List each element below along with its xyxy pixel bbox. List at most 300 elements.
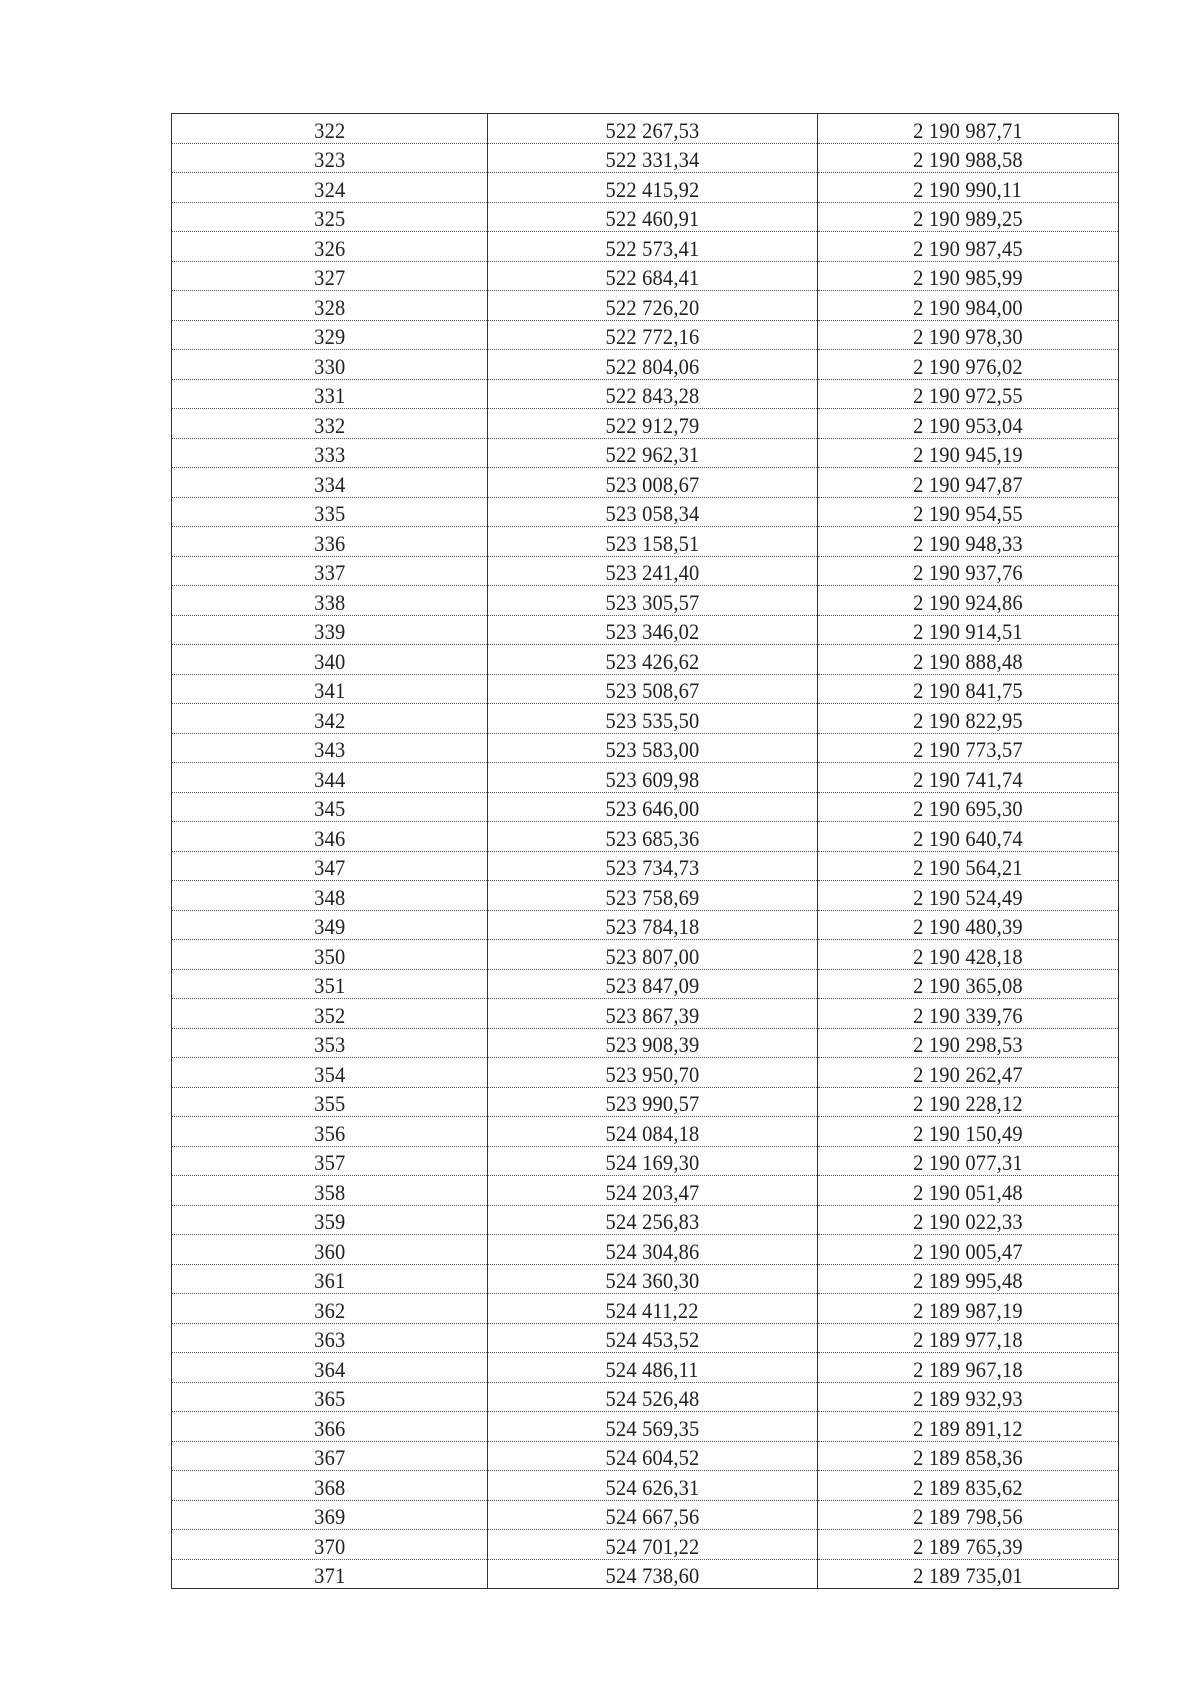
x-coordinate-cell: [488, 645, 818, 675]
table-row: [172, 232, 1119, 262]
x-coordinate-cell: [488, 1441, 818, 1471]
point-number-cell: [172, 1058, 488, 1088]
y-coordinate-cell: [818, 1441, 1119, 1471]
y-coordinate-cell: [818, 586, 1119, 616]
table-row: [172, 202, 1119, 232]
cell-text: 325: [313, 206, 346, 231]
cell-text: 367: [313, 1445, 346, 1470]
y-coordinate-cell: [818, 969, 1119, 999]
y-coordinate-cell: [818, 792, 1119, 822]
point-number-cell: [172, 792, 488, 822]
coordinates-table-body: [172, 114, 1119, 1589]
table-row: [172, 1412, 1119, 1442]
point-number-cell: [172, 969, 488, 999]
x-coordinate-cell: [488, 910, 818, 940]
point-number-cell: [172, 232, 488, 262]
cell-text: 353: [313, 1032, 346, 1057]
cell-text: 347: [313, 855, 346, 880]
x-coordinate-cell: [488, 527, 818, 557]
cell-text: 2 190 972,55: [913, 383, 1023, 408]
table-row: [172, 261, 1119, 291]
cell-text: 2 190 914,51: [913, 619, 1023, 644]
x-coordinate-cell: [488, 1117, 818, 1147]
cell-text: 524 667,56: [605, 1504, 700, 1529]
point-number-cell: [172, 379, 488, 409]
y-coordinate-cell: [818, 1323, 1119, 1353]
point-number-cell: [172, 733, 488, 763]
y-coordinate-cell: [818, 261, 1119, 291]
cell-text: 524 304,86: [605, 1238, 700, 1264]
cell-text: 349: [313, 914, 346, 939]
cell-text: 2 189 967,18: [913, 1356, 1023, 1382]
cell-text: 522 726,20: [605, 294, 700, 320]
cell-text: 348: [313, 884, 346, 910]
point-number-cell: [172, 556, 488, 586]
cell-text: 333: [313, 442, 346, 467]
cell-text: 2 189 798,56: [913, 1504, 1023, 1529]
table-row: [172, 497, 1119, 527]
point-number-cell: [172, 763, 488, 793]
point-number-cell: [172, 1294, 488, 1324]
y-coordinate-cell: [818, 497, 1119, 527]
cell-text: 524 569,35: [605, 1415, 700, 1441]
table-row: [172, 615, 1119, 645]
cell-text: 2 189 995,48: [913, 1268, 1023, 1293]
x-coordinate-cell: [488, 733, 818, 763]
cell-text: 365: [313, 1386, 346, 1411]
table-row: [172, 733, 1119, 763]
y-coordinate-cell: [818, 232, 1119, 262]
cell-text: 366: [313, 1415, 346, 1441]
x-coordinate-cell: [488, 261, 818, 291]
cell-text: 345: [313, 796, 346, 821]
y-coordinate-cell: [818, 910, 1119, 940]
cell-text: 371: [313, 1563, 346, 1588]
point-number-cell: [172, 1264, 488, 1294]
cell-text: 523 535,50: [605, 707, 700, 733]
cell-text: 523 508,67: [605, 678, 700, 703]
cell-text: 2 190 564,21: [913, 855, 1023, 880]
y-coordinate-cell: [818, 556, 1119, 586]
cell-text: 522 772,16: [605, 324, 700, 349]
y-coordinate-cell: [818, 1205, 1119, 1235]
table-row: [172, 409, 1119, 439]
y-coordinate-cell: [818, 1559, 1119, 1589]
cell-text: 334: [313, 471, 346, 497]
cell-text: 522 415,92: [605, 176, 700, 202]
point-number-cell: [172, 291, 488, 321]
point-number-cell: [172, 527, 488, 557]
cell-text: 2 190 984,00: [913, 294, 1023, 320]
cell-text: 2 190 945,19: [913, 442, 1023, 467]
cell-text: 523 646,00: [605, 796, 700, 821]
point-number-cell: [172, 1028, 488, 1058]
x-coordinate-cell: [488, 1471, 818, 1501]
y-coordinate-cell: [818, 1058, 1119, 1088]
x-coordinate-cell: [488, 940, 818, 970]
y-coordinate-cell: [818, 1353, 1119, 1383]
table-row: [172, 1471, 1119, 1501]
cell-text: 522 267,53: [605, 117, 700, 143]
cell-text: 523 583,00: [605, 737, 700, 762]
table-row: [172, 645, 1119, 675]
cell-text: 523 609,98: [605, 766, 700, 792]
x-coordinate-cell: [488, 704, 818, 734]
cell-text: 346: [313, 825, 346, 851]
cell-text: 523 305,57: [605, 589, 700, 615]
x-coordinate-cell: [488, 291, 818, 321]
y-coordinate-cell: [818, 940, 1119, 970]
y-coordinate-cell: [818, 822, 1119, 852]
y-coordinate-cell: [818, 527, 1119, 557]
cell-text: 330: [313, 353, 346, 379]
cell-text: 2 189 977,18: [913, 1327, 1023, 1352]
y-coordinate-cell: [818, 409, 1119, 439]
cell-text: 356: [313, 1120, 346, 1146]
cell-text: 523 847,09: [605, 973, 700, 998]
cell-text: 522 912,79: [605, 412, 700, 438]
cell-text: 360: [313, 1238, 346, 1264]
y-coordinate-cell: [818, 468, 1119, 498]
cell-text: 324: [313, 176, 346, 202]
table-row: [172, 851, 1119, 881]
x-coordinate-cell: [488, 1500, 818, 1530]
y-coordinate-cell: [818, 1412, 1119, 1442]
cell-text: 523 758,69: [605, 884, 700, 910]
y-coordinate-cell: [818, 704, 1119, 734]
coordinates-table: [171, 113, 1119, 1589]
table-row: [172, 969, 1119, 999]
x-coordinate-cell: [488, 999, 818, 1029]
cell-text: 2 190 339,76: [913, 1002, 1023, 1028]
point-number-cell: [172, 1412, 488, 1442]
cell-text: 2 190 822,95: [913, 707, 1023, 733]
point-number-cell: [172, 910, 488, 940]
table-row: [172, 468, 1119, 498]
cell-text: 339: [313, 619, 346, 644]
table-row: [172, 1294, 1119, 1324]
cell-text: 2 190 640,74: [913, 825, 1023, 851]
cell-text: 2 190 022,33: [913, 1209, 1023, 1234]
cell-text: 352: [313, 1002, 346, 1028]
cell-text: 524 486,11: [605, 1356, 700, 1382]
table-row: [172, 1530, 1119, 1560]
x-coordinate-cell: [488, 1264, 818, 1294]
cell-text: 524 203,47: [605, 1179, 700, 1205]
table-row: [172, 1205, 1119, 1235]
x-coordinate-cell: [488, 1146, 818, 1176]
x-coordinate-cell: [488, 1235, 818, 1265]
table-row: [172, 1441, 1119, 1471]
table-row: [172, 792, 1119, 822]
cell-text: 2 189 765,39: [913, 1533, 1023, 1559]
table-row: [172, 527, 1119, 557]
cell-text: 2 190 987,45: [913, 235, 1023, 261]
point-number-cell: [172, 202, 488, 232]
table-row: [172, 1559, 1119, 1589]
cell-text: 524 626,31: [605, 1474, 700, 1500]
point-number-cell: [172, 1382, 488, 1412]
point-number-cell: [172, 1500, 488, 1530]
cell-text: 2 190 077,31: [913, 1150, 1023, 1175]
table-row: [172, 586, 1119, 616]
cell-text: 523 008,67: [605, 471, 700, 497]
cell-text: 524 738,60: [605, 1563, 700, 1588]
cell-text: 362: [313, 1297, 346, 1323]
y-coordinate-cell: [818, 1530, 1119, 1560]
table-row: [172, 1176, 1119, 1206]
point-number-cell: [172, 674, 488, 704]
cell-text: 2 190 953,04: [913, 412, 1023, 438]
x-coordinate-cell: [488, 851, 818, 881]
cell-text: 524 453,52: [605, 1327, 700, 1352]
y-coordinate-cell: [818, 438, 1119, 468]
cell-text: 2 190 365,08: [913, 973, 1023, 998]
table-row: [172, 940, 1119, 970]
cell-text: 2 190 990,11: [913, 176, 1023, 202]
cell-text: 523 867,39: [605, 1002, 700, 1028]
y-coordinate-cell: [818, 1146, 1119, 1176]
x-coordinate-cell: [488, 409, 818, 439]
x-coordinate-cell: [488, 969, 818, 999]
cell-text: 2 190 948,33: [913, 530, 1023, 556]
cell-text: 523 784,18: [605, 914, 700, 939]
point-number-cell: [172, 1530, 488, 1560]
y-coordinate-cell: [818, 881, 1119, 911]
point-number-cell: [172, 940, 488, 970]
cell-text: 523 807,00: [605, 943, 700, 969]
cell-text: 524 604,52: [605, 1445, 700, 1470]
y-coordinate-cell: [818, 999, 1119, 1029]
cell-text: 2 190 741,74: [913, 766, 1023, 792]
cell-text: 2 190 480,39: [913, 914, 1023, 939]
point-number-cell: [172, 1323, 488, 1353]
cell-text: 523 241,40: [605, 560, 700, 585]
point-number-cell: [172, 261, 488, 291]
point-number-cell: [172, 615, 488, 645]
y-coordinate-cell: [818, 1117, 1119, 1147]
cell-text: 2 190 051,48: [913, 1179, 1023, 1205]
cell-text: 2 190 988,58: [913, 147, 1023, 172]
point-number-cell: [172, 1235, 488, 1265]
cell-text: 2 190 841,75: [913, 678, 1023, 703]
y-coordinate-cell: [818, 1028, 1119, 1058]
point-number-cell: [172, 1117, 488, 1147]
point-number-cell: [172, 1471, 488, 1501]
x-coordinate-cell: [488, 1353, 818, 1383]
x-coordinate-cell: [488, 1530, 818, 1560]
y-coordinate-cell: [818, 1294, 1119, 1324]
point-number-cell: [172, 143, 488, 173]
cell-text: 2 190 937,76: [913, 560, 1023, 585]
x-coordinate-cell: [488, 1087, 818, 1117]
cell-text: 2 190 298,53: [913, 1032, 1023, 1057]
table-row: [172, 1087, 1119, 1117]
x-coordinate-cell: [488, 1028, 818, 1058]
x-coordinate-cell: [488, 674, 818, 704]
cell-text: 523 950,70: [605, 1061, 700, 1087]
y-coordinate-cell: [818, 645, 1119, 675]
table-row: [172, 1235, 1119, 1265]
point-number-cell: [172, 1441, 488, 1471]
cell-text: 323: [313, 147, 346, 172]
cell-text: 522 804,06: [605, 353, 700, 379]
y-coordinate-cell: [818, 1382, 1119, 1412]
y-coordinate-cell: [818, 114, 1119, 144]
table-row: [172, 999, 1119, 1029]
point-number-cell: [172, 999, 488, 1029]
cell-text: 523 346,02: [605, 619, 700, 644]
x-coordinate-cell: [488, 497, 818, 527]
cell-text: 522 460,91: [605, 206, 700, 231]
cell-text: 2 190 924,86: [913, 589, 1023, 615]
cell-text: 524 526,48: [605, 1386, 700, 1411]
cell-text: 354: [313, 1061, 346, 1087]
point-number-cell: [172, 350, 488, 380]
x-coordinate-cell: [488, 379, 818, 409]
cell-text: 2 190 150,49: [913, 1120, 1023, 1146]
cell-text: 2 189 987,19: [913, 1297, 1023, 1323]
cell-text: 370: [313, 1533, 346, 1559]
cell-text: 2 190 695,30: [913, 796, 1023, 821]
cell-text: 524 701,22: [605, 1533, 700, 1559]
cell-text: 2 190 524,49: [913, 884, 1023, 910]
cell-text: 369: [313, 1504, 346, 1529]
x-coordinate-cell: [488, 468, 818, 498]
table-row: [172, 763, 1119, 793]
cell-text: 336: [313, 530, 346, 556]
table-row: [172, 704, 1119, 734]
x-coordinate-cell: [488, 1205, 818, 1235]
y-coordinate-cell: [818, 1500, 1119, 1530]
cell-text: 2 190 262,47: [913, 1061, 1023, 1087]
cell-text: 524 256,83: [605, 1209, 700, 1234]
cell-text: 322: [313, 117, 346, 143]
cell-text: 332: [313, 412, 346, 438]
point-number-cell: [172, 1146, 488, 1176]
x-coordinate-cell: [488, 232, 818, 262]
x-coordinate-cell: [488, 114, 818, 144]
cell-text: 338: [313, 589, 346, 615]
point-number-cell: [172, 881, 488, 911]
x-coordinate-cell: [488, 320, 818, 350]
cell-text: 2 190 985,99: [913, 265, 1023, 290]
cell-text: 2 190 989,25: [913, 206, 1023, 231]
point-number-cell: [172, 1176, 488, 1206]
y-coordinate-cell: [818, 615, 1119, 645]
x-coordinate-cell: [488, 202, 818, 232]
cell-text: 328: [313, 294, 346, 320]
x-coordinate-cell: [488, 615, 818, 645]
cell-text: 2 189 835,62: [913, 1474, 1023, 1500]
cell-text: 523 734,73: [605, 855, 700, 880]
cell-text: 2 190 228,12: [913, 1091, 1023, 1116]
cell-text: 344: [313, 766, 346, 792]
x-coordinate-cell: [488, 881, 818, 911]
cell-text: 361: [313, 1268, 346, 1293]
cell-text: 523 990,57: [605, 1091, 700, 1116]
table-row: [172, 1264, 1119, 1294]
table-row: [172, 1323, 1119, 1353]
y-coordinate-cell: [818, 173, 1119, 203]
point-number-cell: [172, 586, 488, 616]
cell-text: 524 360,30: [605, 1268, 700, 1293]
cell-text: 2 190 428,18: [913, 943, 1023, 969]
y-coordinate-cell: [818, 379, 1119, 409]
table-row: [172, 379, 1119, 409]
cell-text: 523 058,34: [605, 501, 700, 526]
cell-text: 335: [313, 501, 346, 526]
table-row: [172, 291, 1119, 321]
cell-text: 364: [313, 1356, 346, 1382]
table-row: [172, 1382, 1119, 1412]
cell-text: 2 189 735,01: [913, 1563, 1023, 1588]
table-row: [172, 143, 1119, 173]
cell-text: 2 190 005,47: [913, 1238, 1023, 1264]
table-row: [172, 1028, 1119, 1058]
cell-text: 522 843,28: [605, 383, 700, 408]
cell-text: 326: [313, 235, 346, 261]
y-coordinate-cell: [818, 350, 1119, 380]
table-row: [172, 556, 1119, 586]
point-number-cell: [172, 1087, 488, 1117]
cell-text: 522 331,34: [605, 147, 700, 172]
cell-text: 2 190 888,48: [913, 648, 1023, 674]
cell-text: 340: [313, 648, 346, 674]
table-row: [172, 1353, 1119, 1383]
table-row: [172, 438, 1119, 468]
y-coordinate-cell: [818, 1176, 1119, 1206]
cell-text: 342: [313, 707, 346, 733]
cell-text: 341: [313, 678, 346, 703]
x-coordinate-cell: [488, 1176, 818, 1206]
x-coordinate-cell: [488, 173, 818, 203]
table-row: [172, 1058, 1119, 1088]
cell-text: 2 189 891,12: [913, 1415, 1023, 1441]
x-coordinate-cell: [488, 1294, 818, 1324]
y-coordinate-cell: [818, 1235, 1119, 1265]
cell-text: 2 189 858,36: [913, 1445, 1023, 1470]
y-coordinate-cell: [818, 143, 1119, 173]
cell-text: 523 426,62: [605, 648, 700, 674]
cell-text: 357: [313, 1150, 346, 1175]
x-coordinate-cell: [488, 792, 818, 822]
point-number-cell: [172, 1559, 488, 1589]
x-coordinate-cell: [488, 763, 818, 793]
cell-text: 524 411,22: [605, 1297, 700, 1323]
point-number-cell: [172, 320, 488, 350]
y-coordinate-cell: [818, 291, 1119, 321]
point-number-cell: [172, 409, 488, 439]
cell-text: 331: [313, 383, 346, 408]
x-coordinate-cell: [488, 143, 818, 173]
table-row: [172, 320, 1119, 350]
point-number-cell: [172, 1205, 488, 1235]
x-coordinate-cell: [488, 556, 818, 586]
x-coordinate-cell: [488, 1058, 818, 1088]
point-number-cell: [172, 822, 488, 852]
y-coordinate-cell: [818, 733, 1119, 763]
point-number-cell: [172, 497, 488, 527]
point-number-cell: [172, 704, 488, 734]
x-coordinate-cell: [488, 1323, 818, 1353]
cell-text: 327: [313, 265, 346, 290]
y-coordinate-cell: [818, 674, 1119, 704]
y-coordinate-cell: [818, 1471, 1119, 1501]
cell-text: 2 190 976,02: [913, 353, 1023, 379]
x-coordinate-cell: [488, 822, 818, 852]
point-number-cell: [172, 1353, 488, 1383]
